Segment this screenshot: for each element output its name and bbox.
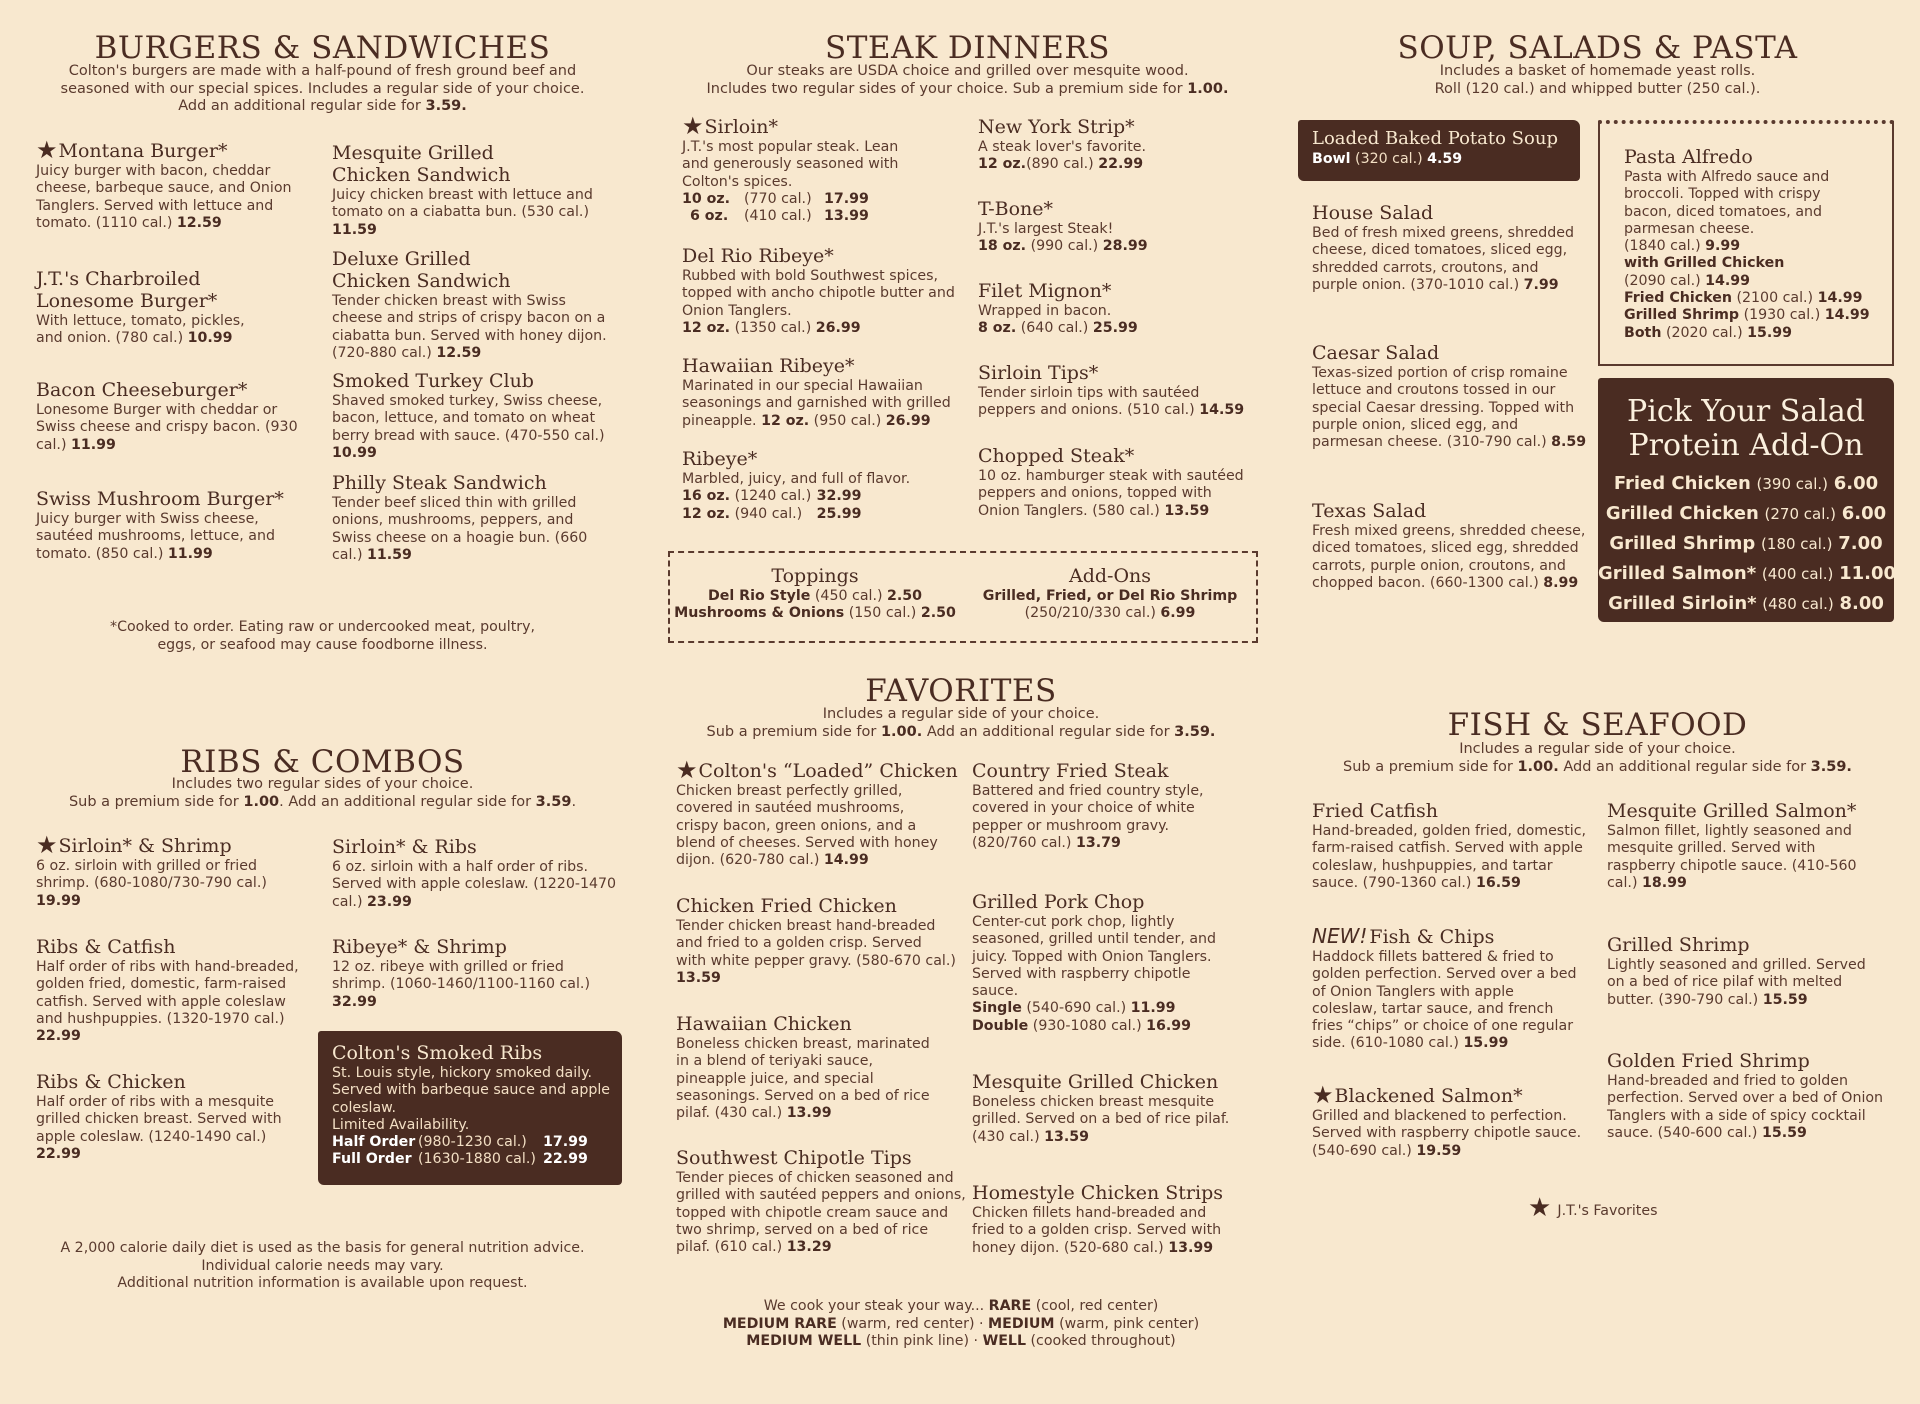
menu-item-swiss-mushroom-burger: Swiss Mushroom Burger* Juicy burger with Swiss cheese, sautéed mushrooms, lettuce, and tomato. (850 cal.) 11.99	[36, 488, 284, 562]
protein-row: Grilled Salmon* (400 cal.) 11.00	[1598, 563, 1897, 584]
star-icon: ★	[676, 756, 698, 784]
menu-item-deluxe-chicken-sandwich: Deluxe Grilled Chicken Sandwich Tender chicken breast with Swiss cheese and strips of crispy bacon on a ciabatta bun. Served with honey dijon. (720-880 cal.) 12.59	[332, 248, 607, 361]
steak-doneness-guide: We cook your steak your way... RARE (cool, red center) MEDIUM RARE (warm, red center) · MEDIUM (warm, pink center) MEDIUM WELL (thin pink line) · WELL (cooked throughout)	[722, 1298, 1200, 1349]
menu-item-fish-and-chips: NEW! Fish & Chips Haddock fillets battered & fried to golden perfection. Served over a bed of Onion Tanglers with apple coleslaw, tartar sauce, and french fries “chips” or choice of one regular side. (610-1080 cal.) 15.99	[1312, 924, 1577, 1052]
fish-title: FISH & SEAFOOD	[1447, 707, 1748, 743]
menu-item-ribeye-shrimp: Ribeye* & Shrimp 12 oz. ribeye with grilled or fried shrimp. (1060-1460/1100-1160 cal.) 32.99	[332, 936, 590, 1010]
menu-item-house-salad: House Salad Bed of fresh mixed greens, shredded cheese, diced tomatoes, sliced egg, shredded carrots, croutons, and purple onion. (370-1010 cal.) 7.99	[1312, 202, 1575, 293]
menu-item-mesquite-chicken-sandwich: Mesquite Grilled Chicken Sandwich Juicy chicken breast with lettuce and tomato on a ciabatta bun. (530 cal.) 11.59	[332, 142, 593, 238]
menu-item-hawaiian-chicken: Hawaiian Chicken Boneless chicken breast, marinated in a blend of teriyaki sauce, pineapple juice, and special seasonings. Served on a bed of rice pilaf. (430 cal.) 13.99	[676, 1013, 930, 1122]
menu-item-bacon-cheeseburger: Bacon Cheeseburger* Lonesome Burger with cheddar or Swiss cheese and crispy bacon. (930 cal.) 11.99	[36, 379, 298, 453]
menu-item-sirloin-ribs: Sirloin* & Ribs 6 oz. sirloin with a half order of ribs. Served with apple coleslaw. (1220-1470 cal.) 23.99	[332, 836, 617, 910]
salad-protein-addon-box: Pick Your Salad Protein Add-On Fried Chicken (390 cal.) 6.00 Grilled Chicken (270 cal.) 6.00 Grilled Shrimp (180 cal.) 7.00 Grilled Salmon* (400 cal.) 11.00 Grilled Sirloin* (480 cal.) 8.00	[1598, 378, 1894, 622]
protein-row: Grilled Chicken (270 cal.) 6.00	[1605, 503, 1887, 524]
burgers-title: BURGERS & SANDWICHES	[94, 30, 551, 66]
menu-item-new-york-strip: New York Strip* A steak lover's favorite. 12 oz.(890 cal.) 22.99	[978, 116, 1147, 173]
menu-item-hawaiian-ribeye: Hawaiian Ribeye* Marinated in our special Hawaiian seasonings and garnished with grilled pineapple. 12 oz. (950 cal.) 26.99	[682, 355, 951, 429]
protein-row: Grilled Sirloin* (480 cal.) 8.00	[1608, 593, 1884, 614]
addons-panel: Add-Ons Grilled, Fried, or Del Rio Shrimp (250/210/330 cal.) 6.99	[982, 565, 1238, 622]
favorites-subtitle: Includes a regular side of your choice. Sub a premium side for 1.00. Add an additional regular side for 3.59.	[706, 706, 1216, 740]
menu-item-country-fried-steak: Country Fried Steak Battered and fried country style, covered in your choice of white pepper or mushroom gravy. (820/760 cal.) 13.79	[972, 760, 1204, 851]
star-icon: ★	[1312, 1081, 1334, 1109]
fish-subtitle: Includes a regular side of your choice. Sub a premium side for 1.00. Add an additional regular side for 3.59.	[1343, 741, 1852, 775]
menu-item-ribs-catfish: Ribs & Catfish Half order of ribs with hand-breaded, golden fried, domestic, farm-raised catfish. Served with apple coleslaw and hushpuppies. (1320-1970 cal.) 22.99	[36, 936, 299, 1045]
menu-item-caesar-salad: Caesar Salad Texas-sized portion of crisp romaine lettuce and croutons tossed in our special Caesar dressing. Topped with purple onion, sliced egg, and parmesan cheese. (310-790 cal.) 8.59	[1312, 342, 1587, 451]
smoked-ribs-box: Colton's Smoked Ribs St. Louis style, hickory smoked daily. Served with barbeque sauce and apple coleslaw. Limited Availability. Half Order (980-1230 cal.) 17.99 Full Order (1630-1880 cal.) 22.99	[318, 1031, 622, 1185]
ribs-subtitle: Includes two regular sides of your choice. Sub a premium side for 1.00. Add an additional regular side for 3.59.	[68, 776, 577, 810]
nutrition-note: A 2,000 calorie daily diet is used as the basis for general nutrition advice. Individual calorie needs may vary. Additional nutrition information is available upon request.	[60, 1240, 585, 1291]
burgers-subtitle: Colton's burgers are made with a half-pound of fresh ground beef and seasoned with our special spices. Includes a regular side of your choice. Add an additional regular side for 3.59.	[60, 63, 585, 114]
menu-item-texas-salad: Texas Salad Fresh mixed greens, shredded cheese, diced tomatoes, sliced egg, shredded carrots, purple onion, croutons, and chopped bacon. (660-1300 cal.) 8.99	[1312, 500, 1586, 591]
favorites-legend: ★ J.T.'s Favorites	[1528, 1193, 1658, 1223]
menu-item-lonesome-burger: J.T.'s Charbroiled Lonesome Burger* With lettuce, tomato, pickles, and onion. (780 cal.) 10.99	[36, 268, 245, 347]
menu-item-chicken-fried-chicken: Chicken Fried Chicken Tender chicken breast hand-breaded and fried to a golden crisp. Served with white pepper gravy. (580-670 cal.) 13.59	[676, 895, 956, 986]
star-icon: ★	[1528, 1193, 1552, 1223]
steak-title: STEAK DINNERS	[824, 30, 1110, 66]
toppings-panel: Toppings Del Rio Style (450 cal.) 2.50 Mushrooms & Onions (150 cal.) 2.50	[674, 565, 956, 622]
raw-food-warning: *Cooked to order. Eating raw or undercooked meat, poultry, eggs, or seafood may cause foodborne illness.	[109, 619, 536, 653]
menu-item-montana-burger: ★Montana Burger* Juicy burger with bacon, cheddar cheese, barbeque sauce, and Onion Tanglers. Served with lettuce and tomato. (1110 cal.) 12.59	[36, 136, 292, 231]
star-icon: ★	[36, 831, 58, 859]
menu-item-mesquite-grilled-salmon: Mesquite Grilled Salmon* Salmon fillet, lightly seasoned and mesquite grilled. Served with raspberry chipotle sauce. (410-560 cal.) 18.99	[1607, 800, 1857, 891]
menu-item-grilled-shrimp: Grilled Shrimp Lightly seasoned and grilled. Served on a bed of rice pilaf with melted butter. (390-790 cal.) 15.59	[1607, 934, 1866, 1008]
menu-item-philly-steak-sandwich: Philly Steak Sandwich Tender beef sliced thin with grilled onions, mushrooms, peppers, and Swiss cheese on a hoagie bun. (660 cal.) 11.59	[332, 472, 588, 563]
toppings-addons-box	[668, 551, 1258, 643]
favorites-title: FAVORITES	[865, 673, 1057, 709]
menu-item-southwest-chipotle-tips: Southwest Chipotle Tips Tender pieces of chicken seasoned and grilled with sautéed peppers and onions, topped with chipotle cream sauce and two shrimp, served on a bed of rice pilaf. (610 cal.) 13.29	[676, 1147, 966, 1256]
steak-subtitle: Our steaks are USDA choice and grilled over mesquite wood. Includes two regular sides of your choice. Sub a premium side for 1.00.	[706, 63, 1229, 97]
soup-title: SOUP, SALADS & PASTA	[1397, 30, 1798, 66]
menu-item-chopped-steak: Chopped Steak* 10 oz. hamburger steak with sautéed peppers and onions, topped with Onion Tanglers. (580 cal.) 13.59	[978, 445, 1244, 519]
menu-item-filet-mignon: Filet Mignon* Wrapped in bacon. 8 oz. (640 cal.) 25.99	[978, 280, 1138, 337]
loaded-potato-soup-box: Loaded Baked Potato Soup Bowl (320 cal.) 4.59	[1298, 120, 1580, 181]
menu-item-blackened-salmon: ★Blackened Salmon* Grilled and blackened to perfection. Served with raspberry chipotle sauce. (540-690 cal.) 19.59	[1312, 1081, 1582, 1159]
ribs-title: RIBS & COMBOS	[180, 744, 465, 780]
menu-item-grilled-pork-chop: Grilled Pork Chop Center-cut pork chop, lightly seasoned, grilled until tender, and juicy. Topped with Onion Tanglers. Served with raspberry chipotle sauce. Single (540-690 cal.) 11.99 Double (930-1080 cal.) 16.99	[972, 891, 1217, 1034]
menu-item-mesquite-grilled-chicken: Mesquite Grilled Chicken Boneless chicken breast mesquite grilled. Served on a bed of rice pilaf. (430 cal.) 13.59	[972, 1071, 1230, 1145]
star-icon: ★	[682, 112, 704, 140]
menu-item-fried-catfish: Fried Catfish Hand-breaded, golden fried, domestic, farm-raised catfish. Served with apple coleslaw, hushpuppies, and tartar sauce. (790-1360 cal.) 16.59	[1312, 800, 1587, 891]
menu-item-homestyle-chicken-strips: Homestyle Chicken Strips Chicken fillets hand-breaded and fried to a golden crisp. Served with honey dijon. (520-680 cal.) 13.99	[972, 1182, 1223, 1256]
pasta-alfredo-box: Pasta Alfredo Pasta with Alfredo sauce and broccoli. Topped with crispy bacon, diced tomatoes, and parmesan cheese. (1840 cal.) 9.99 with Grilled Chicken (2090 cal.) 14.99 Fried Chicken (2100 cal.) 14.99 Grilled Shrimp (1930 cal.) 14.99 Both (2020 cal.) 15.99	[1598, 120, 1894, 366]
menu-item-ribs-chicken: Ribs & Chicken Half order of ribs with a mesquite grilled chicken breast. Served with apple coleslaw. (1240-1490 cal.) 22.99	[36, 1071, 282, 1162]
menu-item-sirloin-tips: Sirloin Tips* Tender sirloin tips with sautéed peppers and onions. (510 cal.) 14.59	[978, 362, 1245, 419]
menu-item-golden-fried-shrimp: Golden Fried Shrimp Hand-breaded and fried to golden perfection. Served over a bed of Onion Tanglers with a side of spicy cocktail sauce. (540-600 cal.) 15.59	[1607, 1050, 1884, 1141]
menu-item-t-bone: T-Bone* J.T.'s largest Steak! 18 oz. (990 cal.) 28.99	[978, 198, 1148, 255]
menu-item-ribeye: Ribeye* Marbled, juicy, and full of flavor. 16 oz. (1240 cal.) 32.99 12 oz. (940 cal.) 25.99	[682, 448, 911, 522]
star-icon: ★	[36, 136, 58, 164]
soup-subtitle: Includes a basket of homemade yeast rolls. Roll (120 cal.) and whipped butter (250 cal.).	[1434, 63, 1761, 97]
protein-row: Fried Chicken (390 cal.) 6.00	[1613, 473, 1879, 494]
menu-item-smoked-turkey-club: Smoked Turkey Club Shaved smoked turkey, Swiss cheese, bacon, lettuce, and tomato on wheat berry bread with sauce. (470-550 cal.) 10.99	[332, 370, 605, 461]
menu-item-sirloin-shrimp: ★Sirloin* & Shrimp 6 oz. sirloin with grilled or fried shrimp. (680-1080/730-790 cal.) 19.99	[36, 831, 267, 909]
menu-item-loaded-chicken: ★Colton's “Loaded” Chicken Chicken breast perfectly grilled, covered in sautéed mushrooms, crispy bacon, green onions, and a blend of cheeses. Served with honey dijon. (620-780 cal.) 14.99	[676, 756, 958, 869]
new-badge: NEW!	[1312, 924, 1368, 948]
menu-item-sirloin: ★Sirloin* J.T.'s most popular steak. Lean and generously seasoned with Colton's spices. 10 oz. (770 cal.) 17.99 6 oz. (410 cal.) 13.99	[682, 112, 899, 225]
protein-row: Grilled Shrimp (180 cal.) 7.00	[1609, 533, 1883, 554]
menu-item-del-rio-ribeye: Del Rio Ribeye* Rubbed with bold Southwest spices, topped with ancho chipotle butter and Onion Tanglers. 12 oz. (1350 cal.) 26.99	[682, 245, 955, 336]
